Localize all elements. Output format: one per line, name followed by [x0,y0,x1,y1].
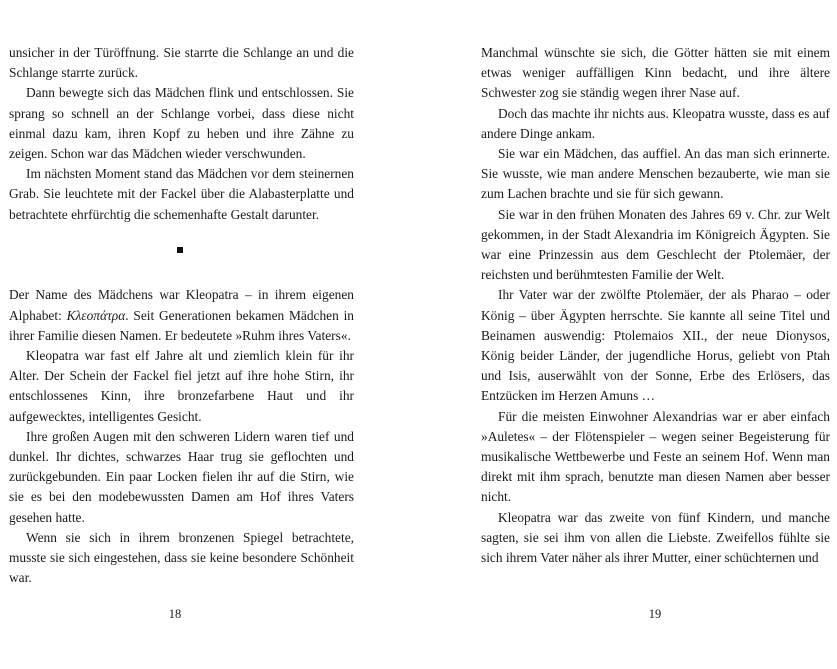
paragraph: Manchmal wünschte sie sich, die Götter hätten sie mit einem etwas weniger auffälligen Kinn bedacht, und ihre ältere Schwester zog sie ständig wegen ihrer Nase auf. [481,45,830,101]
left-page-text [9,43,354,588]
paragraph: Sie war in den frühen Monaten des Jahres 69 v. Chr. zur Welt gekommen, in der Stadt Alexandria im Königreich Ägypten. Sie war eine Prinzessin aus dem Geschlecht der Ptolemäer, der reichsten und berühmtesten Familie der Welt. [481,206,830,283]
paragraph: Kleopatra war fast elf Jahre alt und ziemlich klein für ihr Alter. Der Schein der Fackel fiel jetzt auf ihre hohe Stirn, ihr entschlossenes Kinn, ihre bronzefarbene Haut und ihr aufgewecktes, intelligentes Gesicht. [9,348,354,424]
left-page [0,0,418,669]
name-text-before: Der Name des Mädchens war Kleopatra – in ihrem eigenen Alphabet: [9,287,354,323]
paragraph: Im nächsten Moment stand das Mädchen vor dem steinernen Grab. Sie leuchtete mit der Fackel über die Alabasterplatte und betrachtete ehrfürchtig die schemenhafte Gestalt darunter. [9,166,354,222]
paragraph: Kleopatra war das zweite von fünf Kindern, und manche sagten, sie sei ihm von allen die Liebste. Zweifellos fühlte sie sich ihrem Vater näher als ihrer Mutter, einer schüchternen und [481,509,830,566]
section-break [9,225,354,286]
section-break-square-icon [177,247,183,253]
paragraph: Doch das machte ihr nichts aus. Kleopatra wusste, dass es auf andere Dinge ankam. [481,105,830,141]
paragraph: unsicher in der Türöffnung. Sie starrte die Schlange an und die Schlange starrte zurück. [9,45,354,81]
paragraph: Ihr Vater war der zwölfte Ptolemäer, der als Pharao – oder König – über Ägypten herrschte. Sie kannte all seine Titel und Beinamen auswendig: Ptolemaios XII., der neue Dionysos, König beider Länder, der jugendliche Horus, geliebt von Ptah und Isis, auserwählt von der Sonne, Erbe des Erlösers, das Entzücken im Herzen Amuns … [481,287,830,404]
right-page-text [481,43,830,568]
paragraph: Dann bewegte sich das Mädchen flink und entschlossen. Sie sprang so schnell an der Schlange vorbei, dass diese nicht einmal dazu kam, ihren Kopf zu heben und ihre Zähne zu zeigen. Schon war das Mädchen wieder verschwunden. [9,85,354,162]
paragraph: Sie war ein Mädchen, das auffiel. An das man sich erinnerte. Sie wusste, wie man andere Menschen bezauberte, wie man sie zum Lachen brachte und sie für sich gewann. [481,146,830,202]
paragraph: Wenn sie sich in ihrem bronzenen Spiegel betrachtete, musste sie sich eingestehen, dass sie keine besondere Schönheit war. [9,529,354,586]
paragraph: Ihre großen Augen mit den schweren Lidern waren tief und dunkel. Ihr dichtes, schwarzes Haar trug sie geflochten und zurückgebunden. Ein paar Locken fielen ihr auf die Stirn, wie sie es bei den modebewussten Damen am Hof ihres Vaters gesehen hatte. [9,428,354,525]
page-number: 18 [168,607,182,621]
paragraph-kleopatra-name [9,285,354,346]
right-page [419,0,837,669]
paragraph: Für die meisten Einwohner Alexandrias war er aber einfach »Auletes« – der Flötenspieler – wegen seiner Begeisterung für musikalische Wettbewerbe und Feste an seinem Hof. Wenn man direkt mit ihm sprach, benutzte man diesen Namen aber besser nicht. [481,408,830,505]
page-number: 19 [648,607,662,621]
name-text-after: . Seit Generationen bekamen Mädchen in ihrer Familie diesen Namen. Er bedeutete »Ruhm ihres Vaters«. [9,307,354,343]
greek-name: Κλεοπάτρα [66,307,126,323]
